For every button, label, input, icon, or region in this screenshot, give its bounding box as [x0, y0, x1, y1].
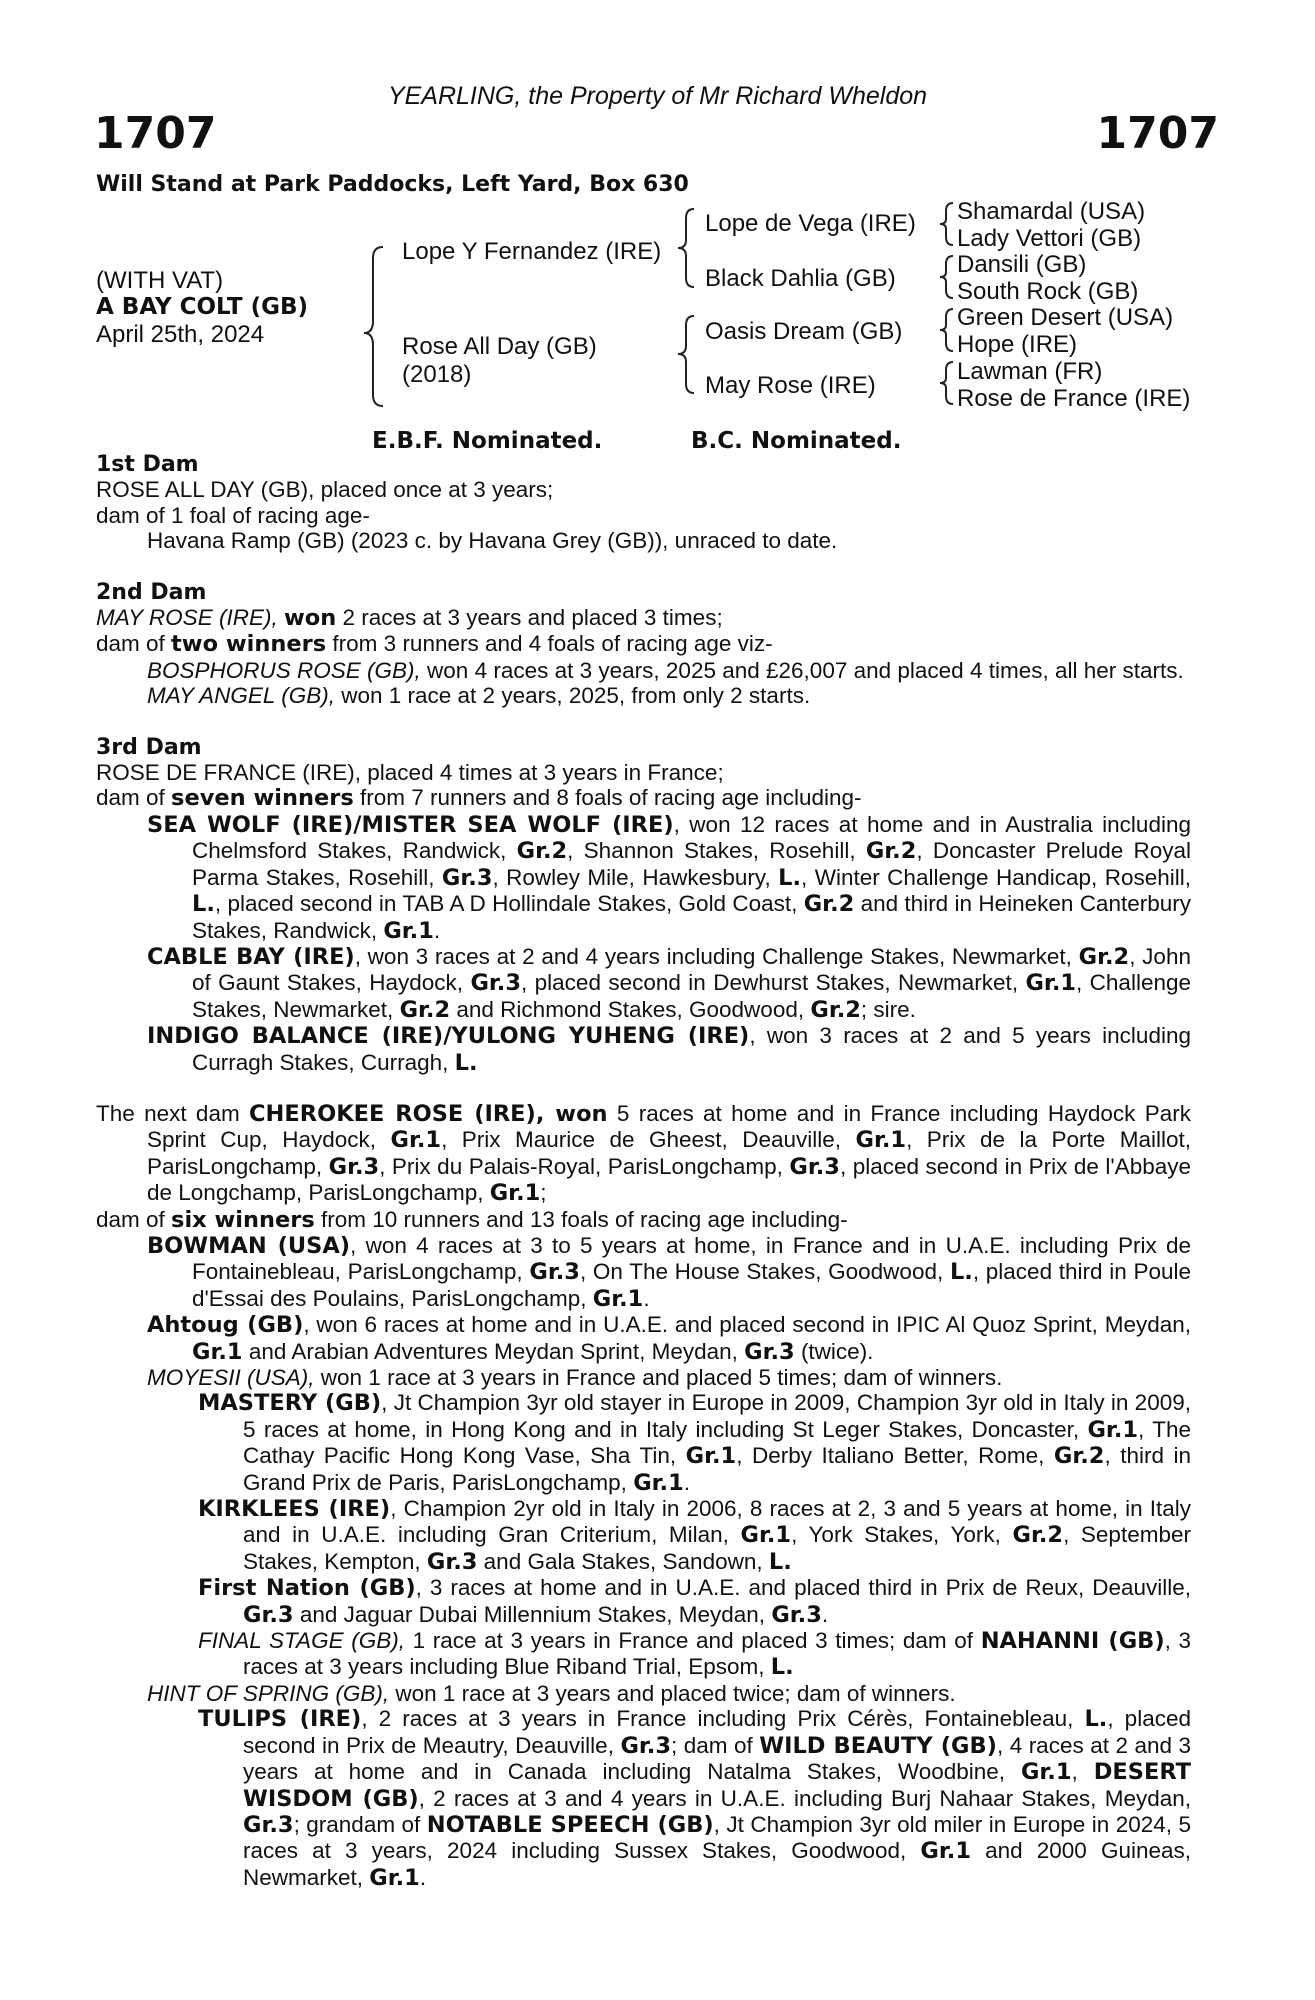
cable-bay-entry: CABLE BAY (IRE), won 3 races at 2 and 4 years including Challenge Stakes, Newmarket, Gr.2, John of Gaunt Stakes, Haydock, Gr.3, placed second in Dewhurst Stakes, Newmarket, Gr.1, Challenge Stakes, Newmarket, Gr.2 and Richmond Stakes, Goodwood, Gr.2; sire.	[147, 943, 1191, 1023]
foaling-date: April 25th, 2024	[96, 321, 265, 348]
ggp-3: Dansili (GB)	[957, 251, 1087, 278]
dam-dam: May Rose (IRE)	[705, 372, 876, 399]
ggp-2: Lady Vettori (GB)	[957, 225, 1142, 252]
bracket-sire	[678, 209, 694, 287]
ggp-7: Lawman (FR)	[957, 358, 1103, 385]
moyesii-entry: MOYESII (USA), won 1 race at 3 years in France and placed 5 times; dam of winners.	[147, 1365, 1003, 1390]
sire-dam: Black Dahlia (GB)	[705, 265, 896, 292]
tulips-entry: TULIPS (IRE), 2 races at 3 years in France including Prix Cérès, Fontainebleau, L., placed second in Prix de Meautry, Deauville, Gr.3; dam of WILD BEAUTY (GB), 4 races at 2 and 3 years at home and in Canada including Natalma Stakes, Woodbine, Gr.1, DESERT WISDOM (GB), 2 races at 3 and 4 years in U.A.E. including Burj Nahaar Stakes, Meydan, Gr.3; grandam of NOTABLE SPEECH (GB), Jt Champion 3yr old miler in Europe in 2024, 5 races at 3 years, 2024 including Sussex Stakes, Goodwood, Gr.1 and 2000 Guineas, Newmarket, Gr.1.	[198, 1706, 1191, 1891]
catalogue-body	[96, 452, 1191, 1891]
first-nation-entry: First Nation (GB), 3 races at home and in U.A.E. and placed third in Prix de Reux, Deauville, Gr.3 and Jaguar Dubai Millennium Stakes, Meydan, Gr.3.	[198, 1575, 1191, 1628]
ggp-8: Rose de France (IRE)	[957, 385, 1191, 412]
third-dam-heading: 3rd Dam	[96, 734, 202, 760]
first-dam-line2: dam of 1 foal of racing age-	[96, 502, 370, 528]
final-stage-entry: FINAL STAGE (GB), 1 race at 3 years in France and placed 3 times; dam of NAHANNI (GB), 3 races at 3 years including Blue Riband Trial, Epsom, L.	[198, 1628, 1191, 1681]
bracket-gg1	[940, 203, 953, 245]
bowman-entry: BOWMAN (USA), won 4 races at 3 to 5 years at home, in France and in U.A.E. including Prix de Fontainebleau, ParisLongchamp, Gr.3, On The House Stakes, Goodwood, L., placed third in Poule d'Essai des Poulains, ParisLongchamp, Gr.1.	[147, 1232, 1192, 1312]
third-dam-line1: ROSE DE FRANCE (IRE), placed 4 times at 3 years in France;	[96, 760, 724, 786]
second-dam-produce: dam of two winners from 3 runners and 4 foals of racing age viz-	[96, 631, 773, 658]
sire-sire: Lope de Vega (IRE)	[705, 210, 916, 237]
horse-name: A BAY COLT (GB)	[96, 294, 309, 320]
vat-note: (WITH VAT)	[96, 267, 224, 294]
hint-of-spring-entry: HINT OF SPRING (GB), won 1 race at 3 years and placed twice; dam of winners.	[147, 1680, 956, 1706]
dam: Rose All Day (GB)	[402, 333, 597, 360]
ggp-6: Hope (IRE)	[957, 331, 1078, 358]
lot-number-left: 1707	[94, 108, 217, 159]
ebf-nomination: E.B.F. Nominated.	[372, 428, 603, 454]
second-dam-offspring-2: MAY ANGEL (GB), won 1 race at 2 years, 2025, from only 2 starts.	[147, 683, 811, 709]
indigo-balance-entry: INDIGO BALANCE (IRE)/YULONG YUHENG (IRE), won 3 races at 2 and 5 years including Curragh Stakes, Curragh, L.	[147, 1023, 1191, 1076]
bracket-gg2	[940, 256, 953, 298]
next-dam-record: The next dam CHEROKEE ROSE (IRE), won 5 races at home and in France including Haydock Park Sprint Cup, Haydock, Gr.1, Prix Maurice de Gheest, Deauville, Gr.1, Prix de la Porte Maillot, ParisLongchamp, Gr.3, Prix du Palais-Royal, ParisLongchamp, Gr.3, placed second in Prix de l'Abbaye de Longchamp, ParisLongchamp, Gr.1;	[96, 1100, 1191, 1207]
first-dam-offspring: Havana Ramp (GB) (2023 c. by Havana Grey (GB)), unraced to date.	[147, 528, 838, 554]
third-dam-produce: dam of seven winners from 7 runners and 8 foals of racing age including-	[96, 785, 862, 812]
bracket-main	[364, 247, 383, 406]
stand-location: Will Stand at Park Paddocks, Left Yard, Box 630	[96, 172, 689, 197]
first-dam-line1: ROSE ALL DAY (GB), placed once at 3 years;	[96, 477, 554, 503]
kirklees-entry: KIRKLEES (IRE), Champion 2yr old in Italy in 2006, 8 races at 2, 3 and 5 years at home, in Italy and in U.A.E. including Gran Criterium, Milan, Gr.1, York Stakes, York, Gr.2, September Stakes, Kempton, Gr.3 and Gala Stakes, Sandown, L.	[198, 1496, 1191, 1575]
dam-year: (2018)	[402, 361, 472, 388]
catalogue-title: YEARLING, the Property of Mr Richard Wheldon	[387, 82, 928, 110]
second-dam-offspring-1: BOSPHORUS ROSE (GB), won 4 races at 3 years, 2025 and £26,007 and placed 4 times, all her starts.	[147, 657, 1184, 683]
bracket-gg4	[940, 362, 953, 404]
bracket-dam	[678, 316, 694, 393]
ggp-1: Shamardal (USA)	[957, 198, 1146, 225]
second-dam-record: MAY ROSE (IRE), won 2 races at 3 years and placed 3 times;	[96, 605, 723, 632]
second-dam-heading: 2nd Dam	[96, 579, 207, 605]
sire: Lope Y Fernandez (IRE)	[402, 238, 662, 265]
mastery-entry: MASTERY (GB), Jt Champion 3yr old stayer in Europe in 2009, Champion 3yr old in Italy in 2009, 5 races at home, in Hong Kong and in Italy including St Leger Stakes, Doncaster, Gr.1, The Cathay Pacific Hong Kong Vase, Sha Tin, Gr.1, Derby Italiano Better, Rome, Gr.2, third in Grand Prix de Paris, ParisLongchamp, Gr.1.	[198, 1390, 1192, 1496]
ggp-4: South Rock (GB)	[957, 278, 1139, 305]
next-dam-produce: dam of six winners from 10 runners and 13 foals of racing age including-	[96, 1206, 848, 1233]
ahtoug-entry: Ahtoug (GB), won 6 races at home and in U.A.E. and placed second in IPIC Al Quoz Sprint, Meydan, Gr.1 and Arabian Adventures Meydan Sprint, Meydan, Gr.3 (twice).	[147, 1312, 1191, 1365]
bracket-gg3	[940, 309, 953, 351]
sea-wolf-entry: SEA WOLF (IRE)/MISTER SEA WOLF (IRE), won 12 races at home and in Australia including Chelmsford Stakes, Randwick, Gr.2, Shannon Stakes, Rosehill, Gr.2, Doncaster Prelude Royal Parma Stakes, Rosehill, Gr.3, Rowley Mile, Hawkesbury, L., Winter Challenge Handicap, Rosehill, L., placed second in TAB A D Hollindale Stakes, Gold Coast, Gr.2 and third in Heineken Canterbury Stakes, Randwick, Gr.1.	[147, 811, 1192, 944]
dam-sire: Oasis Dream (GB)	[705, 318, 903, 345]
bc-nomination: B.C. Nominated.	[691, 428, 902, 454]
ggp-5: Green Desert (USA)	[957, 304, 1174, 331]
first-dam-heading: 1st Dam	[96, 452, 199, 477]
lot-number-right: 1707	[1096, 108, 1219, 159]
